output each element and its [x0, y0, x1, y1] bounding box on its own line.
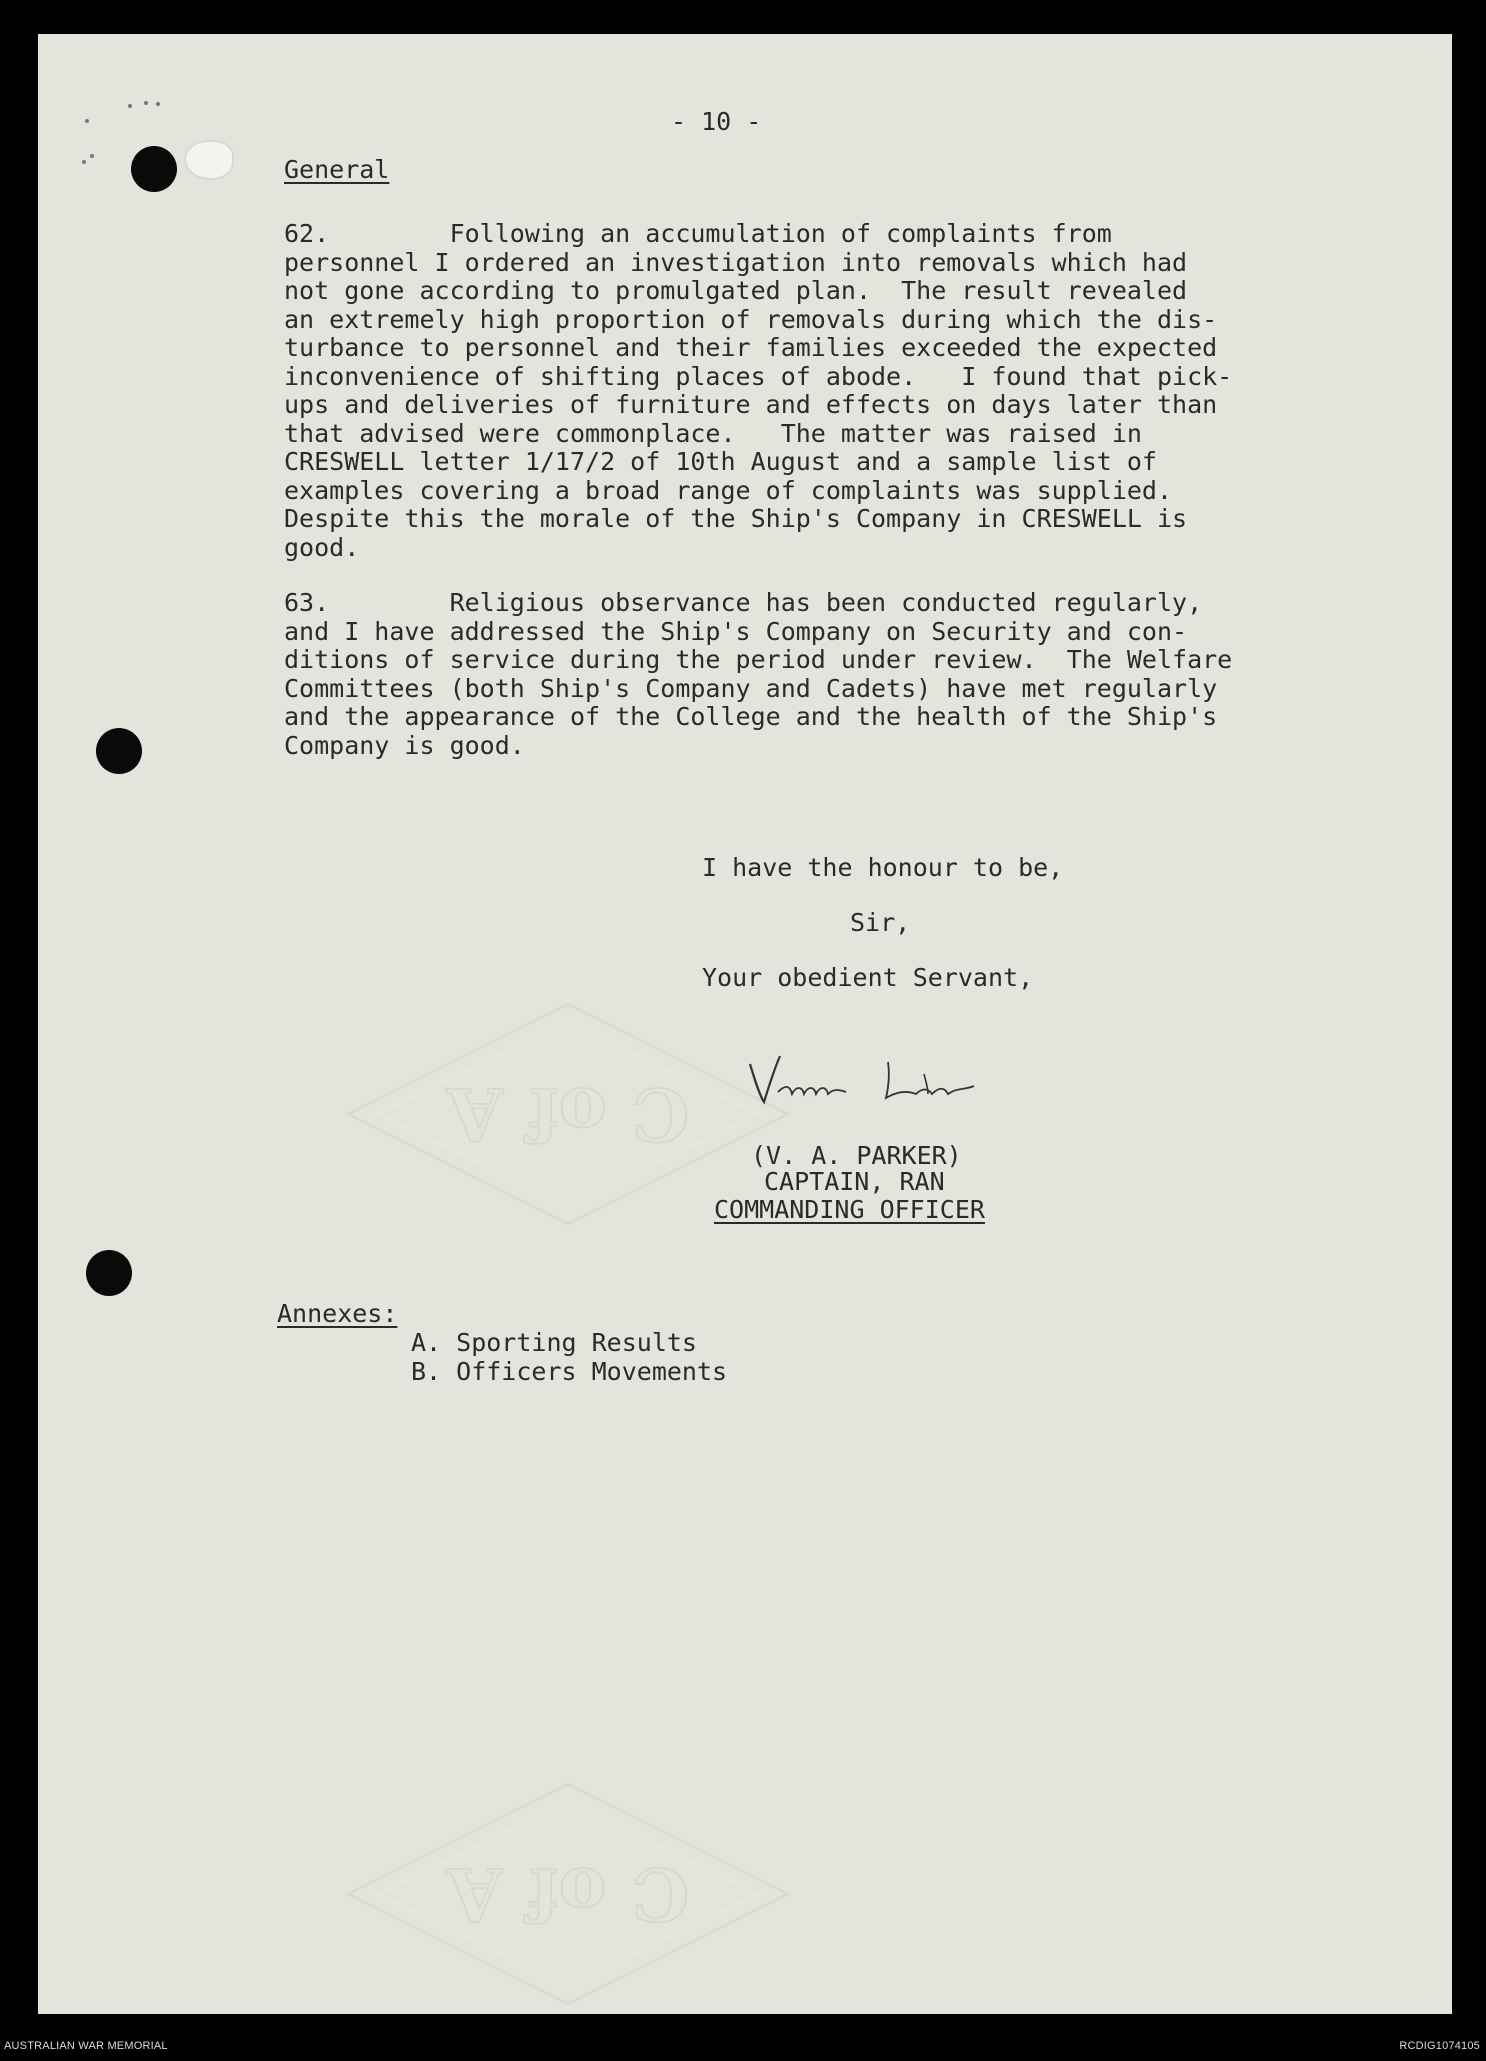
annex-item: A. Sporting Results [411, 1328, 697, 1357]
document-page [38, 34, 1452, 2014]
pin-mark [82, 160, 86, 164]
paragraph-63: 63. Religious observance has been conducted regularly, and I have addressed the Ship's Company on Security and con- ditions of service during the period under review. The Welfare Committees (both Ship's Company and Cadets) have met regularly and the appearance of the College and the health of the Ship's Company is good. [284, 588, 1233, 760]
svg-text:C of A: C of A [446, 1852, 690, 1937]
annexes-heading: Annexes: [277, 1299, 398, 1328]
page-number: - 10 - [671, 107, 762, 136]
punch-hole-middle [96, 728, 142, 774]
closing-line-honour: I have the honour to be, [702, 853, 1064, 882]
closing-line-servant: Your obedient Servant, [702, 963, 1034, 992]
pin-mark [85, 119, 89, 123]
paragraph-62: 62. Following an accumulation of complaints from personnel I ordered an investigation into removals which had not gone according to promulgated plan. The result revealed an extremely high proportion of removals during which the dis- turbance to personnel and their families exceeded the expected inconvenience of shifting places of abode. I found that pick- ups and deliveries of furniture and effects on days later than that advised were commonplace. The matter was raised in CRESWELL letter 1/17/2 of 10th August and a sample list of examples covering a broad range of complaints was supplied. Despite this the morale of the Ship's Company in CRESWELL is good. [284, 219, 1233, 562]
paper-tear [186, 142, 232, 178]
punch-hole-top [131, 146, 177, 192]
pin-mark [156, 102, 160, 106]
annex-item: B. Officers Movements [411, 1357, 728, 1386]
svg-text:C of A: C of A [446, 1072, 690, 1157]
pin-mark [144, 101, 148, 105]
footer-item-id: RCDIG1074105 [1399, 2040, 1480, 2052]
handwritten-signature [738, 1034, 1018, 1114]
punch-hole-bottom [86, 1250, 132, 1296]
closing-line-sir: Sir, [850, 908, 911, 937]
section-heading: General [284, 155, 390, 184]
signatory-title: COMMANDING OFFICER [714, 1195, 985, 1224]
footer-archive-name: AUSTRALIAN WAR MEMORIAL [4, 2040, 168, 2052]
pin-mark [128, 104, 132, 108]
signatory-rank: CAPTAIN, RAN [764, 1167, 945, 1196]
emboss-seal-lower [338, 1774, 798, 2014]
signatory-name: (V. A. PARKER) [751, 1141, 962, 1170]
pin-mark [90, 154, 94, 158]
